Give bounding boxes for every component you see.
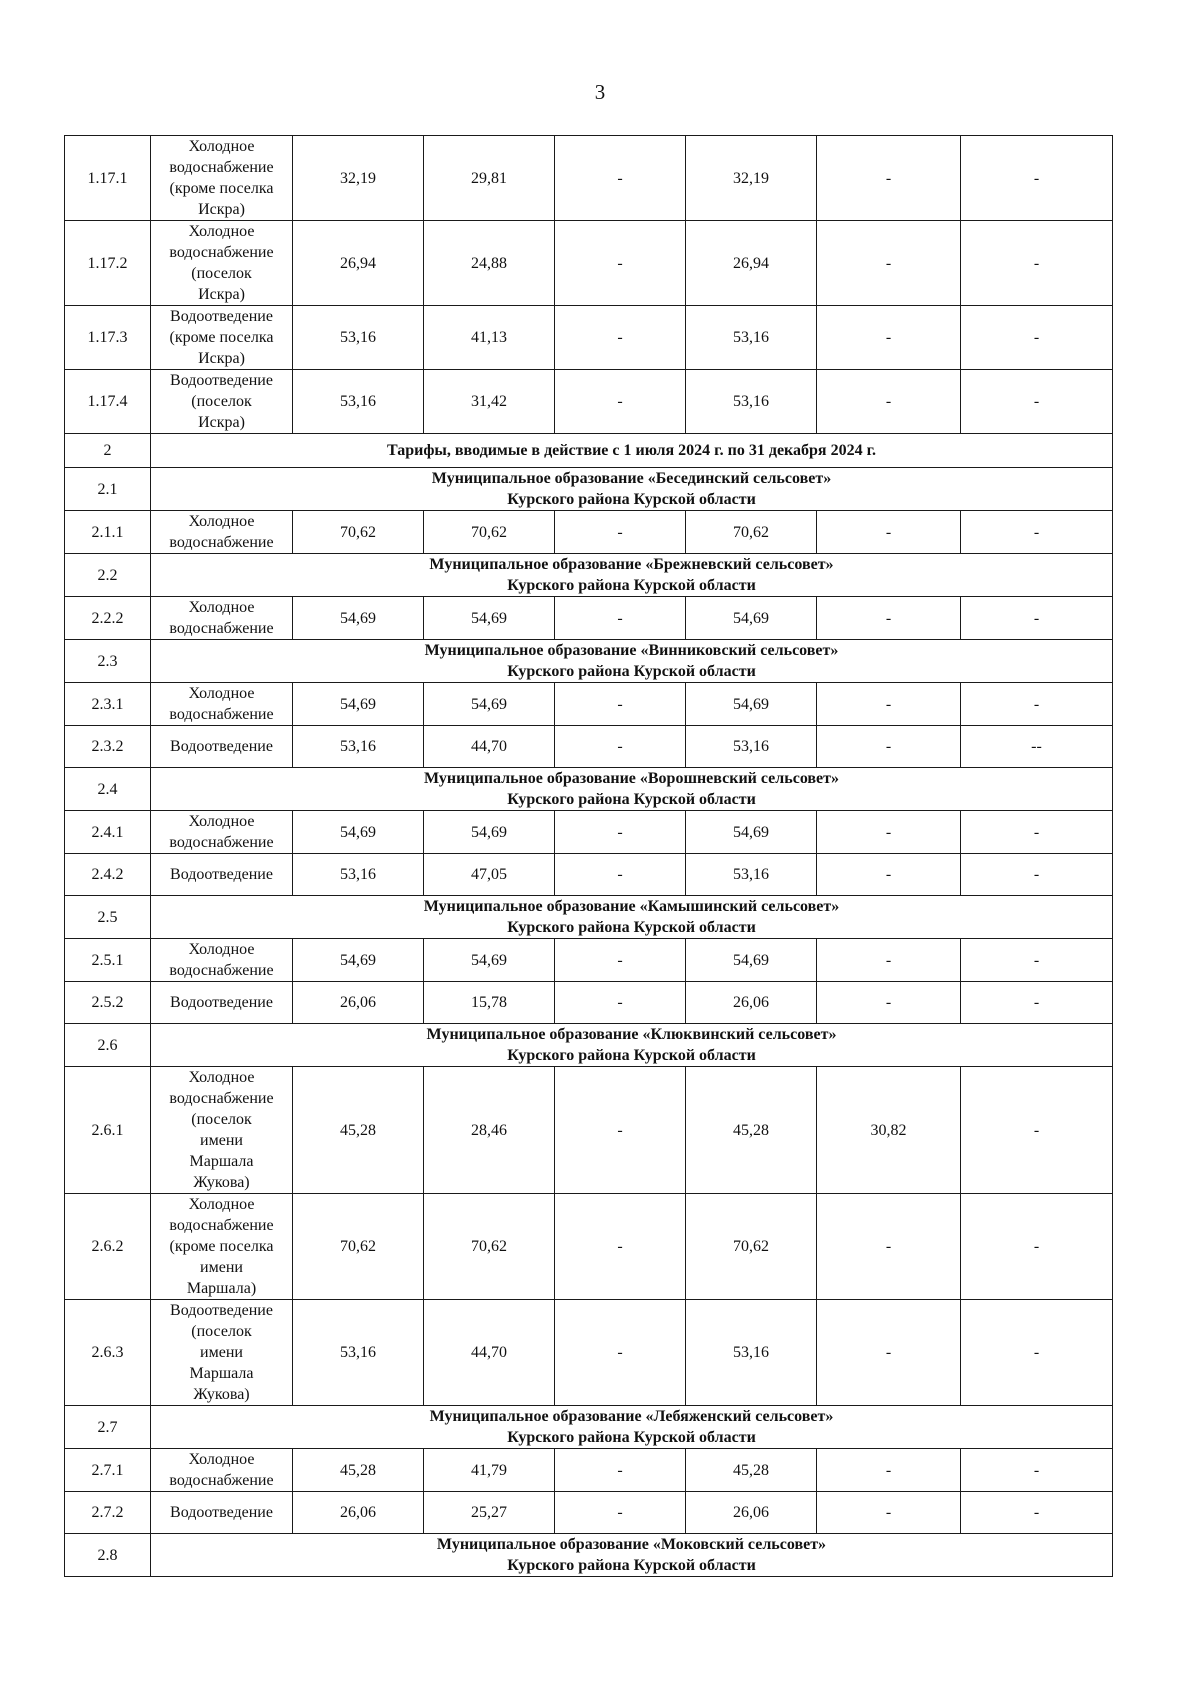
tariff-value: 70,62 [424,511,555,554]
table-row [65,1194,1113,1300]
tariff-value: 70,62 [293,511,424,554]
tariff-value: - [555,597,686,640]
service-name: Холодное водоснабжение (поселок Искра) [151,221,293,306]
row-number: 2.6 [65,1024,151,1067]
section-header-row [65,1534,1113,1577]
tariff-value: - [961,511,1113,554]
tariff-value: - [961,1449,1113,1492]
tariff-value: 54,69 [686,683,817,726]
row-number: 2.6.2 [65,1194,151,1300]
section-header-row [65,434,1113,468]
tariff-value: 26,06 [293,982,424,1024]
tariff-value: 53,16 [686,306,817,370]
service-name: Холодное водоснабжение [151,939,293,982]
tariff-value: 30,82 [817,1067,961,1194]
tariff-value: 54,69 [686,597,817,640]
row-number: 2.5.1 [65,939,151,982]
tariff-value: 54,69 [424,811,555,854]
tariff-value: 53,16 [293,370,424,434]
section-title: Муниципальное образование «Брежневский сельсовет» Курского района Курской области [151,554,1113,597]
section-header-row [65,1406,1113,1449]
section-header-row [65,896,1113,939]
tariff-value: - [555,726,686,768]
tariff-value: 70,62 [293,1194,424,1300]
tariff-value: 53,16 [293,854,424,896]
tariff-value: 70,62 [686,511,817,554]
tariff-value: -- [961,726,1113,768]
tariff-value: 15,78 [424,982,555,1024]
tariff-value: 45,28 [293,1449,424,1492]
tariff-value: 31,42 [424,370,555,434]
table-row [65,370,1113,434]
service-name: Холодное водоснабжение [151,811,293,854]
service-name: Водоотведение (поселок Искра) [151,370,293,434]
section-title: Муниципальное образование «Моковский сельсовет» Курского района Курской области [151,1534,1113,1577]
tariff-value: - [817,221,961,306]
tariff-value: - [817,726,961,768]
tariff-value: - [817,511,961,554]
tariff-value: - [817,1492,961,1534]
tariff-value: - [961,370,1113,434]
table-row [65,597,1113,640]
service-name: Водоотведение [151,1492,293,1534]
tariff-value: - [817,982,961,1024]
tariff-value: 25,27 [424,1492,555,1534]
row-number: 2.4.1 [65,811,151,854]
table-row [65,136,1113,221]
tariff-value: - [817,306,961,370]
section-header-row [65,554,1113,597]
row-number: 2.7 [65,1406,151,1449]
tariff-value: - [961,1300,1113,1406]
section-title: Муниципальное образование «Лебяженский сельсовет» Курского района Курской области [151,1406,1113,1449]
tariff-value: - [961,939,1113,982]
tariff-value: - [817,854,961,896]
tariff-table [64,135,1113,1577]
table-row [65,982,1113,1024]
service-name: Холодное водоснабжение (поселок имени Маршала Жукова) [151,1067,293,1194]
tariff-value: 41,79 [424,1449,555,1492]
table-row [65,683,1113,726]
row-number: 2.6.1 [65,1067,151,1194]
tariff-table-body [65,136,1113,1577]
tariff-value: 54,69 [424,939,555,982]
tariff-value: - [555,1067,686,1194]
row-number: 2.5.2 [65,982,151,1024]
tariff-value: - [961,811,1113,854]
service-name: Водоотведение (кроме поселка Искра) [151,306,293,370]
row-number: 1.17.4 [65,370,151,434]
tariff-value: 54,69 [293,939,424,982]
tariff-value: - [817,939,961,982]
tariff-value: - [555,982,686,1024]
row-number: 2.6.3 [65,1300,151,1406]
tariff-value: 53,16 [293,726,424,768]
tariff-value: - [555,370,686,434]
tariff-value: - [961,597,1113,640]
section-title: Муниципальное образование «Камышинский сельсовет» Курского района Курской области [151,896,1113,939]
tariff-value: 54,69 [293,683,424,726]
row-number: 2.4.2 [65,854,151,896]
table-row [65,1300,1113,1406]
tariff-value: 45,28 [686,1067,817,1194]
row-number: 2.3.1 [65,683,151,726]
tariff-value: 54,69 [424,683,555,726]
tariff-value: 54,69 [293,811,424,854]
tariff-value: - [817,370,961,434]
tariff-value: - [817,1194,961,1300]
tariff-value: 44,70 [424,726,555,768]
tariff-value: - [961,683,1113,726]
tariff-value: 28,46 [424,1067,555,1194]
service-name: Водоотведение [151,854,293,896]
tariff-value: - [961,221,1113,306]
tariff-value: - [817,683,961,726]
tariff-value: 26,94 [686,221,817,306]
table-row [65,1492,1113,1534]
section-title: Тарифы, вводимые в действие с 1 июля 2024 г. по 31 декабря 2024 г. [151,434,1113,468]
tariff-value: - [555,306,686,370]
row-number: 2.2 [65,554,151,597]
tariff-value: - [555,1449,686,1492]
service-name: Холодное водоснабжение (кроме поселка имени Маршала) [151,1194,293,1300]
tariff-value: 32,19 [293,136,424,221]
service-name: Водоотведение (поселок имени Маршала Жукова) [151,1300,293,1406]
section-title: Муниципальное образование «Клюквинский сельсовет» Курского района Курской области [151,1024,1113,1067]
table-row [65,811,1113,854]
row-number: 2.2.2 [65,597,151,640]
tariff-value: 70,62 [424,1194,555,1300]
tariff-value: 53,16 [293,306,424,370]
section-header-row [65,1024,1113,1067]
tariff-value: 54,69 [293,597,424,640]
tariff-value: 47,05 [424,854,555,896]
tariff-value: - [555,683,686,726]
row-number: 2.1 [65,468,151,511]
table-row [65,726,1113,768]
tariff-value: - [555,939,686,982]
service-name: Водоотведение [151,982,293,1024]
tariff-value: - [555,136,686,221]
tariff-value: - [961,1194,1113,1300]
table-row [65,1449,1113,1492]
row-number: 2.3.2 [65,726,151,768]
section-header-row [65,768,1113,811]
row-number: 1.17.2 [65,221,151,306]
table-row [65,306,1113,370]
service-name: Холодное водоснабжение [151,683,293,726]
tariff-value: - [961,982,1113,1024]
tariff-value: 24,88 [424,221,555,306]
tariff-value: 26,06 [686,1492,817,1534]
tariff-value: 41,13 [424,306,555,370]
row-number: 2.5 [65,896,151,939]
table-row [65,939,1113,982]
table-row [65,221,1113,306]
section-title: Муниципальное образование «Винниковский сельсовет» Курского района Курской области [151,640,1113,683]
service-name: Холодное водоснабжение [151,511,293,554]
tariff-value: 54,69 [424,597,555,640]
tariff-value: 53,16 [686,370,817,434]
tariff-value: 26,06 [686,982,817,1024]
tariff-value: - [555,221,686,306]
section-title: Муниципальное образование «Ворошневский сельсовет» Курского района Курской области [151,768,1113,811]
tariff-value: - [961,1067,1113,1194]
service-name: Холодное водоснабжение [151,597,293,640]
tariff-value: - [817,136,961,221]
tariff-value: 54,69 [686,939,817,982]
tariff-value: 45,28 [686,1449,817,1492]
tariff-value: 53,16 [686,726,817,768]
tariff-value: - [555,811,686,854]
tariff-value: - [817,597,961,640]
tariff-value: 29,81 [424,136,555,221]
service-name: Водоотведение [151,726,293,768]
row-number: 1.17.1 [65,136,151,221]
table-row [65,511,1113,554]
tariff-value: - [961,854,1113,896]
tariff-value: - [961,1492,1113,1534]
row-number: 2.4 [65,768,151,811]
row-number: 2.1.1 [65,511,151,554]
tariff-value: - [555,1300,686,1406]
section-title: Муниципальное образование «Бесединский сельсовет» Курского района Курской области [151,468,1113,511]
row-number: 2 [65,434,151,468]
tariff-value: - [555,511,686,554]
row-number: 2.8 [65,1534,151,1577]
row-number: 2.7.1 [65,1449,151,1492]
tariff-value: 53,16 [686,1300,817,1406]
service-name: Холодное водоснабжение (кроме поселка Искра) [151,136,293,221]
tariff-value: 44,70 [424,1300,555,1406]
tariff-value: 32,19 [686,136,817,221]
tariff-value: - [817,1300,961,1406]
tariff-value: 53,16 [686,854,817,896]
table-row [65,1067,1113,1194]
tariff-value: - [555,1492,686,1534]
tariff-value: 26,06 [293,1492,424,1534]
tariff-value: - [961,136,1113,221]
section-header-row [65,468,1113,511]
tariff-value: 70,62 [686,1194,817,1300]
row-number: 2.7.2 [65,1492,151,1534]
tariff-value: - [961,306,1113,370]
service-name: Холодное водоснабжение [151,1449,293,1492]
row-number: 1.17.3 [65,306,151,370]
section-header-row [65,640,1113,683]
table-row [65,854,1113,896]
tariff-value: 45,28 [293,1067,424,1194]
tariff-value: 26,94 [293,221,424,306]
tariff-value: - [555,854,686,896]
row-number: 2.3 [65,640,151,683]
tariff-value: - [555,1194,686,1300]
tariff-value: 54,69 [686,811,817,854]
tariff-value: 53,16 [293,1300,424,1406]
page-number: 3 [594,80,606,104]
tariff-value: - [817,1449,961,1492]
tariff-value: - [817,811,961,854]
